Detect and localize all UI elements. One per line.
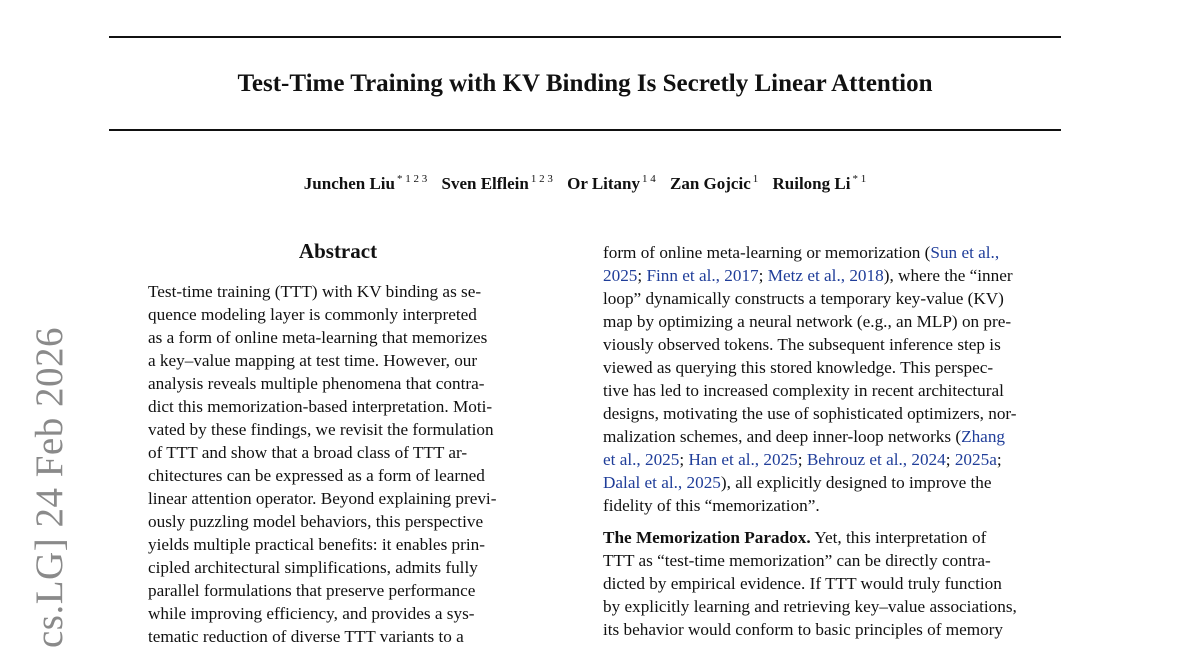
abstract-line: as a form of online meta-learning that memorizes [148,328,488,347]
author-affiliation: 1 [752,173,759,185]
citation-link[interactable]: et al., 2025 [603,450,680,469]
abstract-line: chitectures can be expressed as a form of learned [148,466,485,485]
author-name: Or Litany [567,174,640,193]
body-line: tive has led to increased complexity in recent architectural [603,381,1004,400]
citation-link[interactable]: Metz et al., 2018 [767,266,884,285]
title-top-rule [109,36,1061,38]
body-line [603,471,1065,494]
body-text: ), where the “inner [883,266,1013,285]
citation-link[interactable]: Finn et al., 2017 [646,266,759,285]
body-text: ; [945,450,955,469]
author [773,174,867,193]
body-line: fidelity of this “memorization”. [603,496,820,515]
author-affiliation: 1 4 [642,173,656,185]
body-text: ; [996,450,1002,469]
body-line: designs, motivating the use of sophisticated optimizers, nor- [603,404,1017,423]
intro-body [603,241,1065,641]
author [670,174,758,193]
author-list [0,172,1170,196]
abstract-body [148,280,530,648]
abstract-line: parallel formulations that preserve performance [148,581,476,600]
body-text: ; [679,450,689,469]
body-line: map by optimizing a neural network (e.g., an MLP) on pre- [603,312,1012,331]
body-line [603,264,1065,287]
paragraph-heading: The Memorization Paradox. [603,528,811,547]
citation-link[interactable]: Behrouz et al., 2024 [806,450,946,469]
body-line: viewed as querying this stored knowledge. This perspec- [603,358,994,377]
body-line: by explicitly learning and retrieving key–value associations, [603,597,1017,616]
paper-title: Test-Time Training with KV Binding Is Secretly Linear Attention [237,70,933,97]
title-bottom-rule [109,129,1061,131]
citation-link[interactable]: 2025 [603,266,638,285]
body-text: ), all explicitly designed to improve the [720,473,992,492]
abstract-line: linear attention operator. Beyond explaining previ- [148,489,497,508]
citation-link[interactable]: 2025a [954,450,997,469]
arxiv-identifier-stamp: cs.LG] 24 Feb 2026 [28,327,71,648]
body-text: form of online meta-learning or memorization ( [603,243,931,262]
abstract-line: vated by these findings, we revisit the formulation [148,420,494,439]
body-line: viously observed tokens. The subsequent inference step is [603,335,1001,354]
author [304,174,427,193]
citation-link[interactable]: Zhang [961,427,1006,446]
author-name: Ruilong Li [772,174,851,193]
body-line [603,526,1065,549]
body-line [603,241,1065,264]
citation-link[interactable]: Dalal et al., 2025 [603,473,721,492]
author-name: Zan Gojcic [670,174,751,193]
author-name: Junchen Liu [303,174,395,193]
author [567,174,656,193]
body-line: its behavior would conform to basic principles of memory [603,620,1003,639]
abstract-line: Test-time training (TTT) with KV binding as se- [148,282,482,301]
body-line: dicted by empirical evidence. If TTT would truly function [603,574,1002,593]
abstract-line: yields multiple practical benefits: it enables prin- [148,535,485,554]
body-line: TTT as “test-time memorization” can be directly contra- [603,551,991,570]
body-text: malization schemes, and deep inner-loop networks ( [603,427,962,446]
abstract-line: cipled architectural simplifications, admits fully [148,558,478,577]
author-name: Sven Elflein [441,174,529,193]
abstract-line: dict this memorization-based interpretation. Moti- [148,397,493,416]
citation-link[interactable]: Han et al., 2025 [688,450,798,469]
abstract-line: a key–value mapping at test time. However, our [148,351,478,370]
abstract-heading: Abstract [298,239,378,263]
abstract-line: quence modeling layer is commonly interpreted [148,305,477,324]
author-affiliation: 1 2 3 [530,173,553,185]
abstract-line: tematic reduction of diverse TTT variants to a [148,627,464,646]
citation-link[interactable]: Sun et al., [930,243,1000,262]
abstract-line: ously puzzling model behaviors, this perspective [148,512,484,531]
body-line [603,425,1065,448]
body-text: ; [758,266,768,285]
abstract-line: analysis reveals multiple phenomena that contra- [148,374,485,393]
author [441,174,552,193]
body-text: ; [797,450,807,469]
body-text: ; [637,266,647,285]
abstract-line: while improving efficiency, and provides a sys- [148,604,475,623]
abstract-line: of TTT and show that a broad class of TTT ar- [148,443,468,462]
author-affiliation: * 1 2 3 [396,173,428,185]
body-text: Yet, this interpretation of [810,528,987,547]
author-affiliation: * 1 [852,173,867,185]
body-line [603,448,1065,471]
body-line: loop” dynamically constructs a temporary key-value (KV) [603,289,1004,308]
